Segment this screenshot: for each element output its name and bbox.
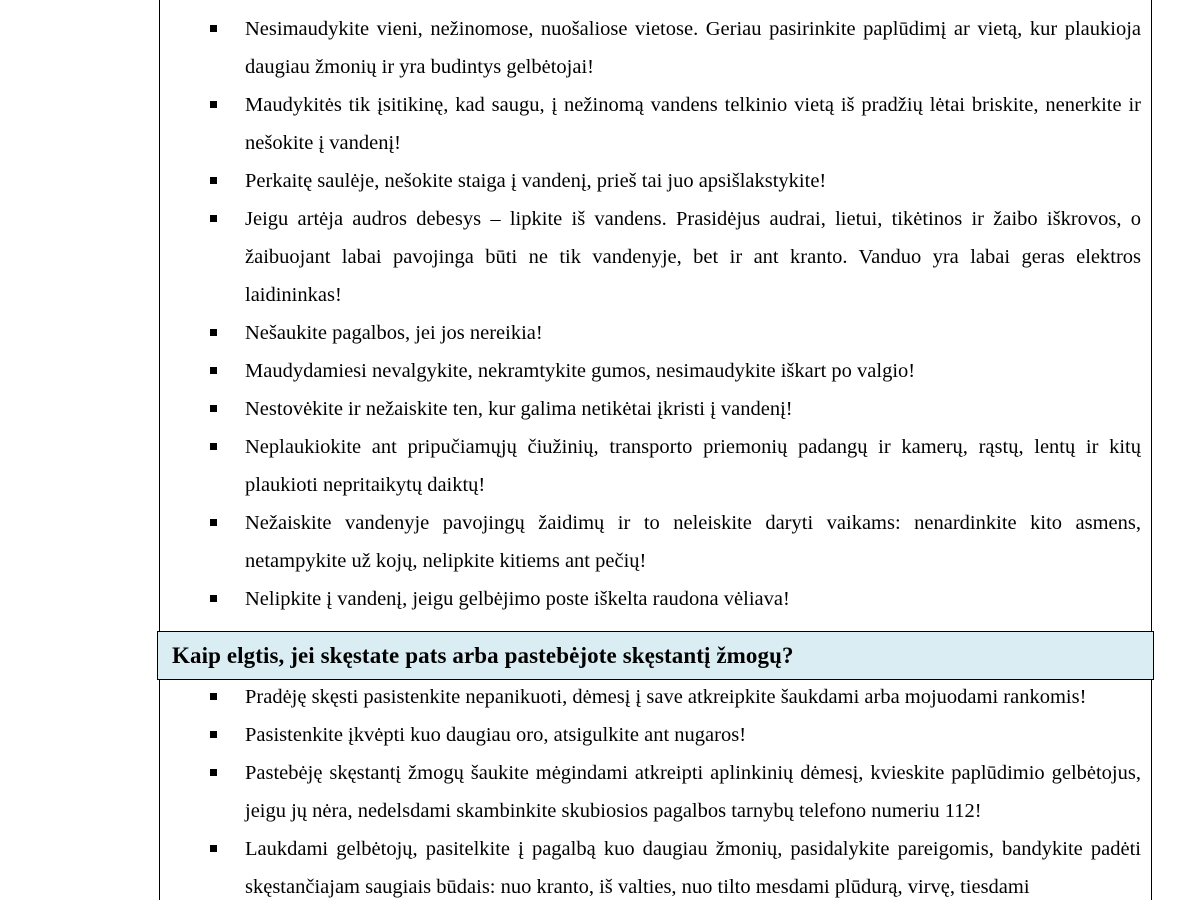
list-item-text: Maudykitės tik įsitikinę, kad saugu, į nežinomą vandens telkinio vietą iš pradžių lėtai briskite, nenerkite ir nešokite į vandenį! (245, 94, 1141, 154)
square-bullet-icon (210, 693, 217, 700)
list-item-text: Perkaitę saulėje, nešokite staiga į vandenį, prieš tai juo apsišlakstykite! (245, 170, 827, 192)
list-item-text: Pastebėję skęstantį žmogų šaukite mėgindami atkreipti aplinkinių dėmesį, kvieskite paplūdimio gelbėtojus, jeigu jų nėra, nedelsdami skambinkite skubiosios pagalbos tarnybų telefono numeriu 112! (245, 762, 1141, 822)
square-bullet-icon (210, 25, 217, 32)
list-item (160, 580, 1151, 618)
list-item (160, 200, 1151, 314)
square-bullet-icon (210, 215, 217, 222)
list-item-text: Nestovėkite ir nežaiskite ten, kur galima netikėtai įkristi į vandenį! (245, 398, 793, 420)
list-item-text: Pasistenkite įkvėpti kuo daugiau oro, atsigulkite ant nugaros! (245, 724, 747, 746)
list-item-text: Nelipkite į vandenį, jeigu gelbėjimo poste iškelta raudona vėliava! (245, 588, 790, 610)
list-item (160, 678, 1151, 716)
list-item (160, 754, 1151, 830)
square-bullet-icon (210, 177, 217, 184)
list-item-text: Neplaukiokite ant pripučiamųjų čiužinių, transporto priemonių padangų ir kamerų, rąstų, lentų ir kitų plaukioti nepritaikytų daiktų! (245, 436, 1141, 496)
list-item-text: Laukdami gelbėtojų, pasitelkite į pagalbą kuo daugiau žmonių, pasidalykite pareigomis, bandykite padėti skęstančiajam saugiais būdais: nuo kranto, iš valties, nuo tilto mesdami plūdurą, virvę, tiesdami (245, 838, 1141, 898)
list-item (160, 162, 1151, 200)
list-item (160, 504, 1151, 580)
section-header (157, 631, 1154, 680)
clipped-previous-line (245, 0, 311, 6)
square-bullet-icon (210, 845, 217, 852)
list-item-text: Pradėję skęsti pasistenkite nepanikuoti, dėmesį į save atkreipkite šaukdami arba mojuodami rankomis! (245, 686, 1087, 708)
safety-rules-list (160, 10, 1151, 618)
drowning-help-list (160, 678, 1151, 900)
drowning-help-box (159, 679, 1152, 900)
square-bullet-icon (210, 443, 217, 450)
safety-rules-box (159, 0, 1152, 632)
list-item-text: Nežaiskite vandenyje pavojingų žaidimų ir to neleiskite daryti vaikams: nenardinkite kito asmens, netampykite už kojų, nelipkite kitiems ant pečių! (245, 512, 1141, 572)
section-title: Kaip elgtis, jei skęstate pats arba pastebėjote skęstantį žmogų? (172, 642, 794, 668)
list-item (160, 314, 1151, 352)
list-item (160, 10, 1151, 86)
square-bullet-icon (210, 731, 217, 738)
list-item (160, 390, 1151, 428)
list-item-text: Nešaukite pagalbos, jei jos nereikia! (245, 322, 543, 344)
square-bullet-icon (210, 367, 217, 374)
square-bullet-icon (210, 519, 217, 526)
list-item (160, 428, 1151, 504)
square-bullet-icon (210, 769, 217, 776)
square-bullet-icon (210, 595, 217, 602)
list-item-text: Jeigu artėja audros debesys – lipkite iš vandens. Prasidėjus audrai, lietui, tikėtinos ir žaibo iškrovos, o žaibuojant labai pavojinga būti ne tik vandenyje, bet ir ant kranto. Vanduo yra labai geras elektros laidininkas! (245, 208, 1141, 306)
list-item (160, 86, 1151, 162)
list-item (160, 352, 1151, 390)
list-item (160, 716, 1151, 754)
square-bullet-icon (210, 101, 217, 108)
square-bullet-icon (210, 329, 217, 336)
list-item (160, 830, 1151, 900)
square-bullet-icon (210, 405, 217, 412)
list-item-text: Maudydamiesi nevalgykite, nekramtykite gumos, nesimaudykite iškart po valgio! (245, 360, 916, 382)
list-item-text: Nesimaudykite vieni, nežinomose, nuošaliose vietose. Geriau pasirinkite paplūdimį ar vietą, kur plaukioja daugiau žmonių ir yra budintys gelbėtojai! (245, 18, 1141, 78)
